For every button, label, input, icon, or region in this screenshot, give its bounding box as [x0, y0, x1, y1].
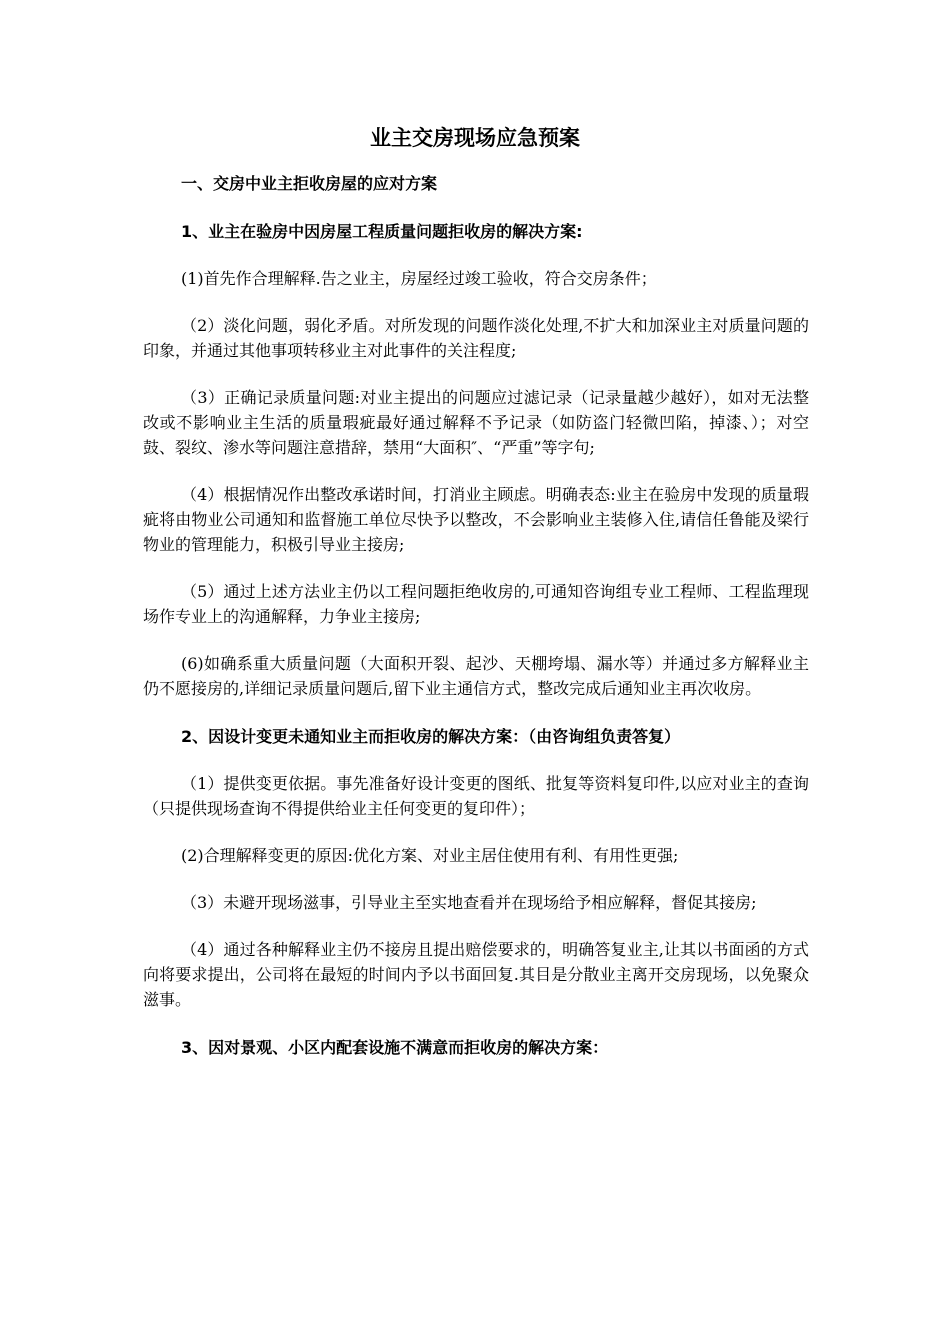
- section-heading-1-3: 3、因对景观、小区内配套设施不满意而拒收房的解决方案：: [181, 1038, 609, 1057]
- paragraph: （3）正确记录质量问题:对业主提出的问题应过滤记录（记录量越少越好），如对无法整改或不影响业主生活的质量瑕疵最好通过解释不予记录（如防盗门轻微凹陷，掉漆、）；对空鼓、裂纹、渗水等问题注意措辞，禁用“大面积″、“严重”等字句;: [143, 388, 809, 457]
- paragraph: (6)如确系重大质量问题（大面积开裂、起沙、天棚垮塌、漏水等）并通过多方解释业主仍不愿接房的,详细记录质量问题后,留下业主通信方式，整改完成后通知业主再次收房。: [143, 654, 809, 698]
- section-heading-1-1: 1、业主在验房中因房屋工程质量问题拒收房的解决方案:: [181, 222, 583, 241]
- document-body: [143, 170, 809, 1082]
- paragraph: (1)首先作合理解释.告之业主，房屋经过竣工验收，符合交房条件；: [181, 269, 657, 288]
- paragraph: （5）通过上述方法业主仍以工程问题拒绝收房的,可通知咨询组专业工程师、工程监理现场作专业上的沟通解释，力争业主接房;: [143, 582, 809, 626]
- paragraph: （4）根据情况作出整改承诺时间，打消业主顾虑。明确表态:业主在验房中发现的质量瑕疵将由物业公司通知和监督施工单位尽快予以整改，不会影响业主装修入住,请信任鲁能及梁行物业的管理能力，积极引导业主接房;: [143, 485, 809, 554]
- document-title: 业主交房现场应急预案: [370, 126, 580, 150]
- paragraph: （4）通过各种解释业主仍不接房且提出赔偿要求的，明确答复业主,让其以书面函的方式向将要求提出，公司将在最短的时间内予以书面回复.其目是分散业主离开交房现场，以免聚众滋事。: [143, 940, 809, 1009]
- paragraph: （2）淡化问题，弱化矛盾。对所发现的问题作淡化处理,不扩大和加深业主对质量问题的印象，并通过其他事项转移业主对此事件的关注程度;: [143, 316, 809, 360]
- paragraph: （3）未避开现场滋事，引导业主至实地查看并在现场给予相应解释，督促其接房;: [181, 893, 757, 912]
- paragraph: (2)合理解释变更的原因:优化方案、对业主居住使用有利、有用性更强;: [181, 846, 679, 865]
- paragraph: （1）提供变更依据。事先准备好设计变更的图纸、批复等资料复印件,以应对业主的查询（只提供现场查询不得提供给业主任何变更的复印件）；: [143, 774, 809, 818]
- section-heading-1-2: 2、因设计变更未通知业主而拒收房的解决方案：（由咨询组负责答复）: [181, 727, 681, 746]
- section-heading-1: 一、交房中业主拒收房屋的应对方案: [181, 174, 438, 193]
